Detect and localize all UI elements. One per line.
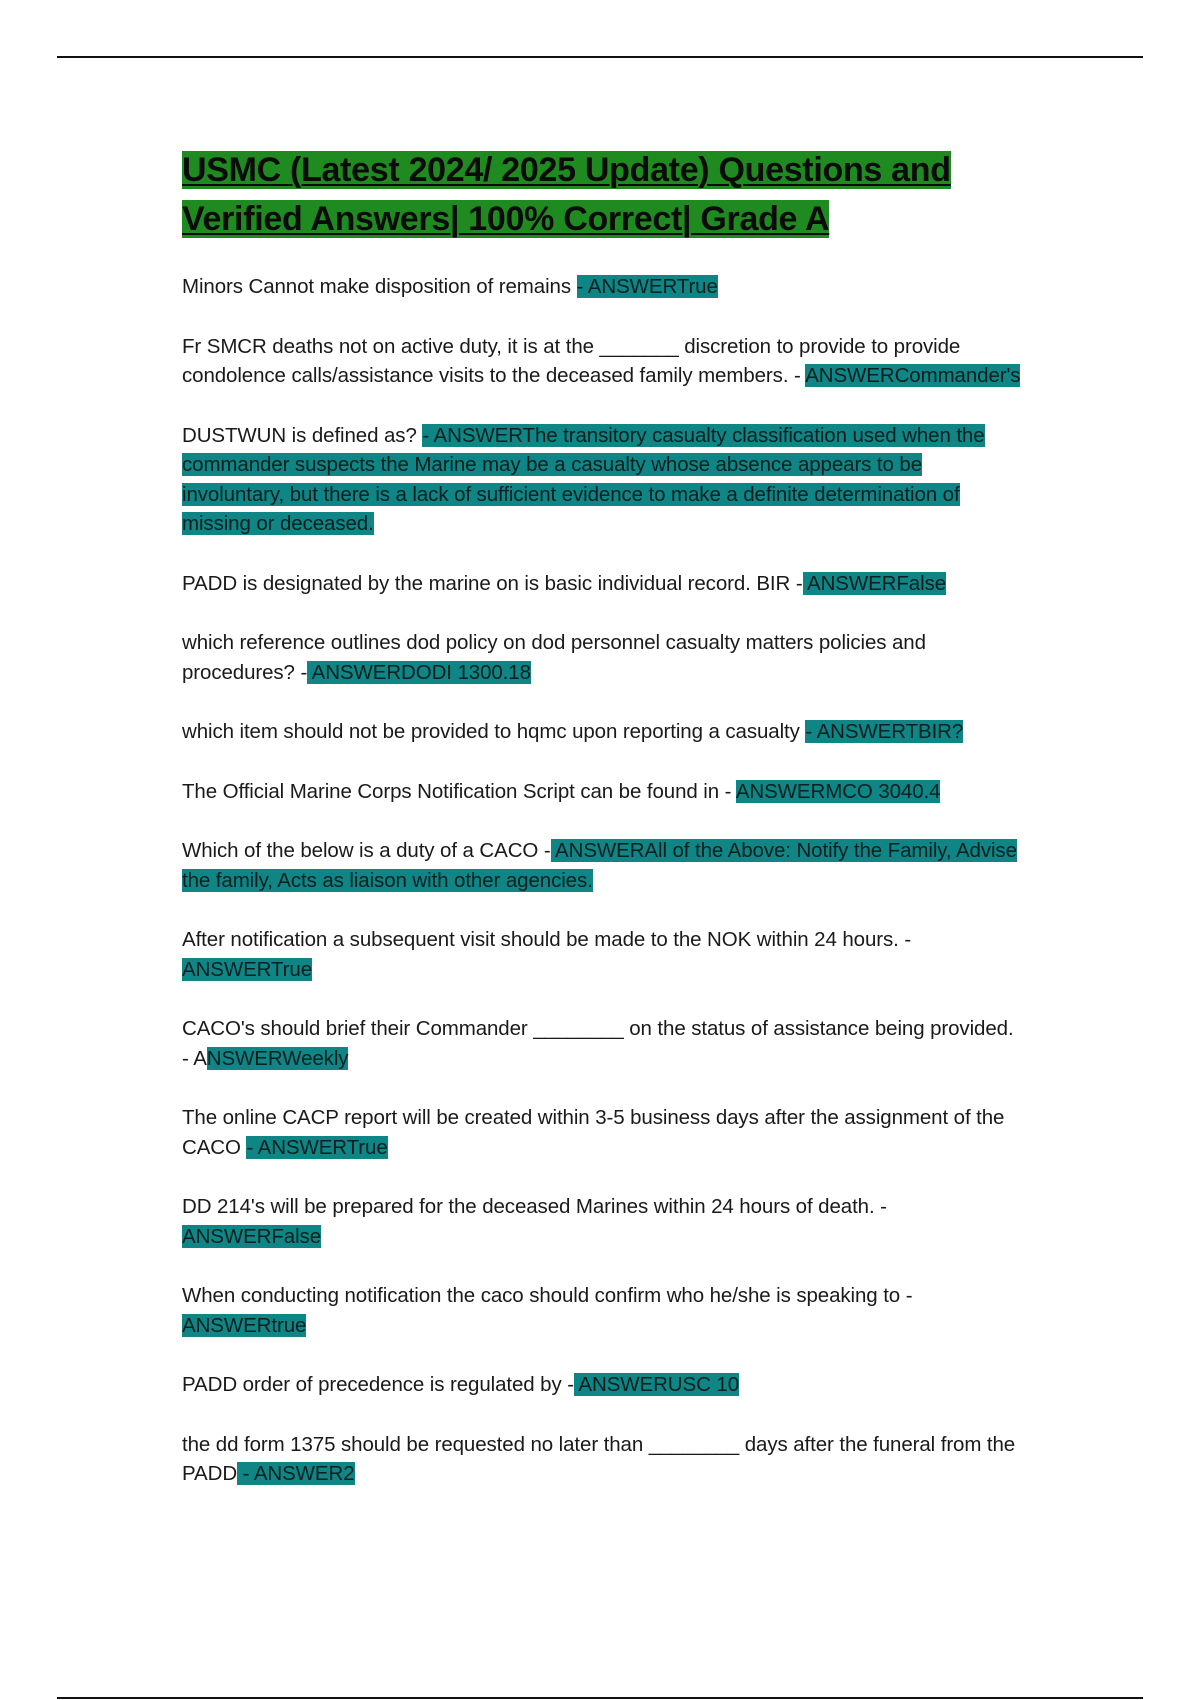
question-text: which item should not be provided to hqmc upon reporting a casualty <box>182 720 806 743</box>
answer-highlight: - ANSWERTrue <box>246 1135 388 1159</box>
question-text: Fr SMCR deaths not on active duty, it is at the _______ discretion to provide to provide condolence calls/assistance visits to the deceased family members. - <box>182 334 961 387</box>
document-body <box>182 146 1022 1519</box>
qa-item <box>182 272 1022 302</box>
answer-highlight: ANSWERTrue <box>182 957 312 981</box>
qa-item <box>182 569 1022 599</box>
answer-highlight: ANSWERFalse <box>802 571 947 595</box>
footer-rule <box>57 1697 1143 1699</box>
qa-item <box>182 1430 1022 1489</box>
document-title <box>182 146 1022 244</box>
question-text: DUSTWUN is defined as? <box>182 423 423 447</box>
qa-item <box>182 332 1022 391</box>
qa-item <box>182 717 1022 747</box>
qa-item <box>182 1103 1022 1162</box>
qa-item <box>182 1370 1022 1400</box>
answer-highlight: ANSWERFalse <box>182 1224 322 1248</box>
answer-highlight: - ANSWER2 <box>237 1462 355 1485</box>
answer-highlight: ANSWERMCO 3040.4 <box>735 779 941 803</box>
answer-highlight: - ANSWERTrue <box>576 275 718 298</box>
qa-item <box>182 1192 1022 1251</box>
answer-highlight: - ANSWERTBIR? <box>805 720 964 743</box>
qa-item <box>182 421 1022 539</box>
question-text: DD 214's will be prepared for the deceased Marines within 24 hours of death. - <box>182 1195 887 1218</box>
answer-highlight: ANSWERtrue <box>182 1313 307 1337</box>
answer-highlight: ANSWERUSC 10 <box>573 1373 739 1396</box>
question-text: After notification a subsequent visit should be made to the NOK within 24 hours. - <box>182 928 912 951</box>
answer-highlight: ANSWERCommander's <box>805 364 1021 387</box>
qa-item <box>182 1281 1022 1340</box>
question-text: When conducting notification the caco should confirm who he/she is speaking to - <box>182 1284 913 1307</box>
question-text: The Official Marine Corps Notification Script can be found in - <box>182 779 736 803</box>
question-text: which reference outlines dod policy on dod personnel casualty matters policies and procedures? - <box>182 631 926 684</box>
question-text: The online CACP report will be created within 3-5 business days after the assignment of the CACO <box>182 1106 1005 1159</box>
answer-highlight: NSWERWeekly <box>206 1046 349 1070</box>
question-text: the dd form 1375 should be requested no later than ________ days after the funeral from the PADD <box>182 1432 1016 1485</box>
qa-item <box>182 628 1022 687</box>
answer-highlight: - ANSWERThe transitory casualty classification used when the commander suspects the Marine may be a casualty whose absence appears to be involuntary, but there is a lack of sufficient evidence to make a definite determination of missing or deceased. <box>182 423 985 535</box>
qa-item <box>182 836 1022 895</box>
qa-item <box>182 925 1022 984</box>
question-text: PADD order of precedence is regulated by - <box>182 1373 574 1396</box>
header-rule <box>57 56 1143 58</box>
qa-item <box>182 1014 1022 1073</box>
question-text: Minors Cannot make disposition of remains <box>182 275 577 298</box>
question-text: Which of the below is a duty of a CACO - <box>182 839 551 862</box>
answer-highlight: ANSWERAll of the Above: Notify the Family, Advise the family, Acts as liaison with other agencies. <box>182 839 1017 892</box>
question-text: PADD is designated by the marine on is basic individual record. BIR - <box>182 571 803 595</box>
question-text: CACO's should brief their Commander ________ on the status of assistance being provided. - A <box>182 1017 1014 1070</box>
qa-item <box>182 777 1022 807</box>
document-title-text: USMC (Latest 2024/ 2025 Update) Questions and Verified Answers| 100% Correct| Grade A <box>182 151 951 238</box>
answer-highlight: ANSWERDODI 1300.18 <box>307 660 531 684</box>
